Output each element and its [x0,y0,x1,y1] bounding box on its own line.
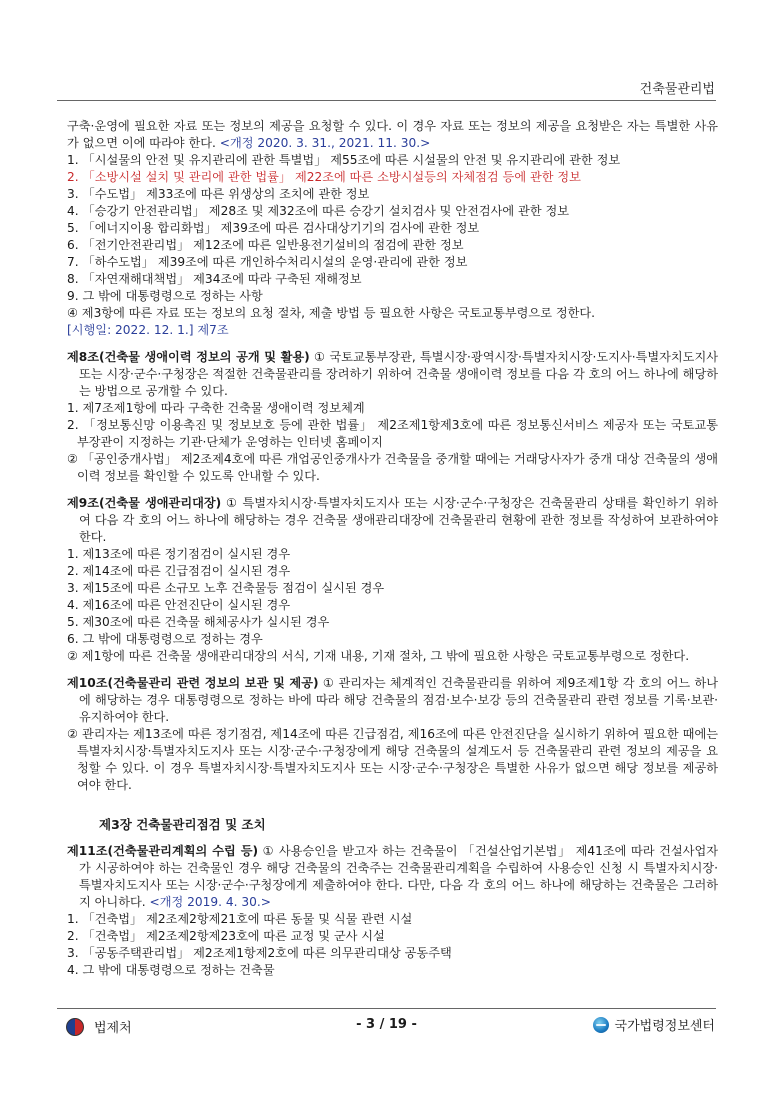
list-item: 4. 「승강기 안전관리법」 제28조 및 제32조에 따른 승강기 설치검사 및 안전검사에 관한 정보 [67,204,570,218]
list-item: 2. 「건축법」 제2조제2항제23호에 따른 교정 및 군사 시설 [67,929,385,943]
list-item: 8. 「자연재해대책법」 제34조에 따라 구축된 재해정보 [67,272,362,286]
header-divider [57,100,716,101]
list-item: 4. 그 밖에 대통령령으로 정하는 건축물 [67,963,275,977]
article-10 [57,675,718,726]
article-9-heading: 제9조(건축물 생애관리대장) [67,496,222,510]
list-item: 5. 「에너지이용 합리화법」 제39조에 따른 검사대상기기의 검사에 관한 정보 [67,221,480,235]
list-item: 2. 제14조에 따른 긴급점검이 실시된 경우 [67,564,291,578]
document-header-title: 건축물관리법 [639,82,715,97]
article-11 [57,843,718,911]
list-item: 1. 제7조제1항에 따라 구축한 건축물 생애이력 정보체계 [67,401,365,415]
article-11-paragraph-1: ① 사용승인을 받고자 하는 건축물이 「건설산업기본법」 제41조에 따라 건설사업자가 시공하여야 하는 건축물인 경우 해당 건축물의 건축주는 건축물관리계획을 수립하여 사용승인 신청 시 특별자치시장·특별자치도지사 또는 시장·군수·구청장에게 제출하여야 한다. 다만, 다음 각 호의 어느 하나에 해당하는 건축물은 그러하지 아니하다. [79,844,719,909]
article-10-paragraph-1: ① 관리자는 체계적인 건축물관리를 위하여 제9조제1항 각 호의 어느 하나에 해당하는 경우 대통령령으로 정하는 바에 따라 해당 건축물의 점검·보수·보강 등의 건축물관리 관련 정보를 기록·보관·유지하여야 한다. [79,676,718,724]
list-item: 5. 제30조에 따른 건축물 해체공사가 실시된 경우 [67,615,330,629]
article-8 [57,349,718,400]
article-9-paragraph-1: ① 특별자치시장·특별자치도지사 또는 시장·군수·구청장은 건축물관리 상태를 확인하기 위하여 다음 각 호의 어느 하나에 해당하는 경우 건축물 생애관리대장에 건축물관리 현황에 관한 정보를 작성하여 보관하여야 한다. [79,496,718,544]
list-item: 4. 제16조에 따른 안전진단이 실시된 경우 [67,598,291,612]
list-item: 6. 「전기안전관리법」 제12조에 따른 일반용전기설비의 점검에 관한 정보 [67,238,464,252]
list-item: 6. 그 밖에 대통령령으로 정하는 경우 [67,632,263,646]
paragraph-4: ④ 제3항에 따른 자료 또는 정보의 요청 절차, 제출 방법 등 필요한 사항은 국토교통부령으로 정한다. [67,306,596,320]
article-8-paragraph-2: ② 「공인중개사법」 제2조제4호에 따른 개업공인중개사가 건축물을 중개할 때에는 거래당사자가 중개 대상 건축물의 생애이력 정보를 확인할 수 있도록 안내할 수 있다. [67,452,718,483]
amendment-note: <개정 2020. 3. 31., 2021. 11. 30.> [219,136,431,150]
article-9 [57,495,718,546]
list-item-highlighted: 2. 「소방시설 설치 및 관리에 관한 법률」 제22조에 따른 소방시설등의 자체점검 등에 관한 정보 [67,170,581,184]
list-item: 2. 「정보통신망 이용촉진 및 정보보호 등에 관한 법률」 제2조제1항제3호에 따른 정보통신서비스 제공자 또는 국토교통부장관이 지정하는 기관·단체가 운영하는 인터넷 홈페이지 [67,418,718,449]
article-11-heading: 제11조(건축물관리계획의 수립 등) [67,844,259,858]
list-item: 3. 제15조에 따른 소규모 노후 건축물등 점검이 실시된 경우 [67,581,385,595]
list-item: 1. 제13조에 따른 정기점검이 실시된 경우 [67,547,291,561]
footer-center-label: 국가법령정보센터 [614,1019,715,1034]
article-10-paragraph-2: ② 관리자는 제13조에 따른 정기점검, 제14조에 따른 긴급점검, 제16조에 따른 안전진단을 실시하기 위하여 필요한 때에는 특별자치시장·특별자치도지사 또는 시장·군수·구청장에게 해당 건축물의 설계도서 등 건축물관리 관련 정보의 제공을 요청할 수 있다. 이 경우 특별자치시장·특별자치도지사 또는 시장·군수·구청장은 특별한 사유가 없으면 해당 정보를 제공하여야 한다. [67,727,718,792]
footer-divider [57,1008,716,1009]
paragraph-text: 구축·운영에 필요한 자료 또는 정보의 제공을 요청할 수 있다. 이 경우 자료 또는 정보의 제공을 요청받은 자는 특별한 사유가 없으면 이에 따라야 한다. [67,119,718,150]
list-item: 1. 「건축법」 제2조제2항제21호에 따른 동물 및 식물 관련 시설 [67,912,413,926]
list-item: 3. 「공동주택관리법」 제2조제1항제2호에 따른 의무관리대상 공동주택 [67,946,452,960]
page-number: - 3 / 19 - [356,1017,417,1032]
article-10-heading: 제10조(건축물관리 관련 정보의 보관 및 제공) [67,676,319,690]
amendment-note: <개정 2019. 4. 30.> [149,895,271,909]
globe-icon [593,1017,609,1033]
list-item: 1. 「시설물의 안전 및 유지관리에 관한 특별법」 제55조에 따른 시설물의 안전 및 유지관리에 관한 정보 [67,153,621,167]
article-8-paragraph-1: ① 국토교통부장관, 특별시장·광역시장·특별자치시장·도지사·특별자치도지사 또는 시장·군수·구청장은 적절한 건축물관리를 장려하기 위하여 건축물 생애이력 정보를 다음 각 호의 어느 하나에 해당하는 방법으로 공개할 수 있다. [79,350,719,398]
effective-date-note: [시행일: 2022. 12. 1.] 제7조 [67,323,229,337]
footer-ministry-label: 법제처 [94,1021,132,1036]
document-body [57,118,718,979]
footer-right [593,1015,715,1034]
list-item: 7. 「하수도법」 제39조에 따른 개인하수처리시설의 운영·관리에 관한 정보 [67,255,468,269]
continued-paragraph [57,118,718,152]
article-8-heading: 제8조(건축물 생애이력 정보의 공개 및 활용) [67,350,310,364]
list-item: 3. 「수도법」 제33조에 따른 위생상의 조치에 관한 정보 [67,187,370,201]
list-item: 9. 그 밖에 대통령령으로 정하는 사항 [67,289,263,303]
chapter-heading: 제3장 건축물관리점검 및 조치 [99,817,266,832]
article-9-paragraph-2: ② 제1항에 따른 건축물 생애관리대장의 서식, 기재 내용, 기재 절차, 그 밖에 필요한 사항은 국토교통부령으로 정한다. [67,649,690,663]
